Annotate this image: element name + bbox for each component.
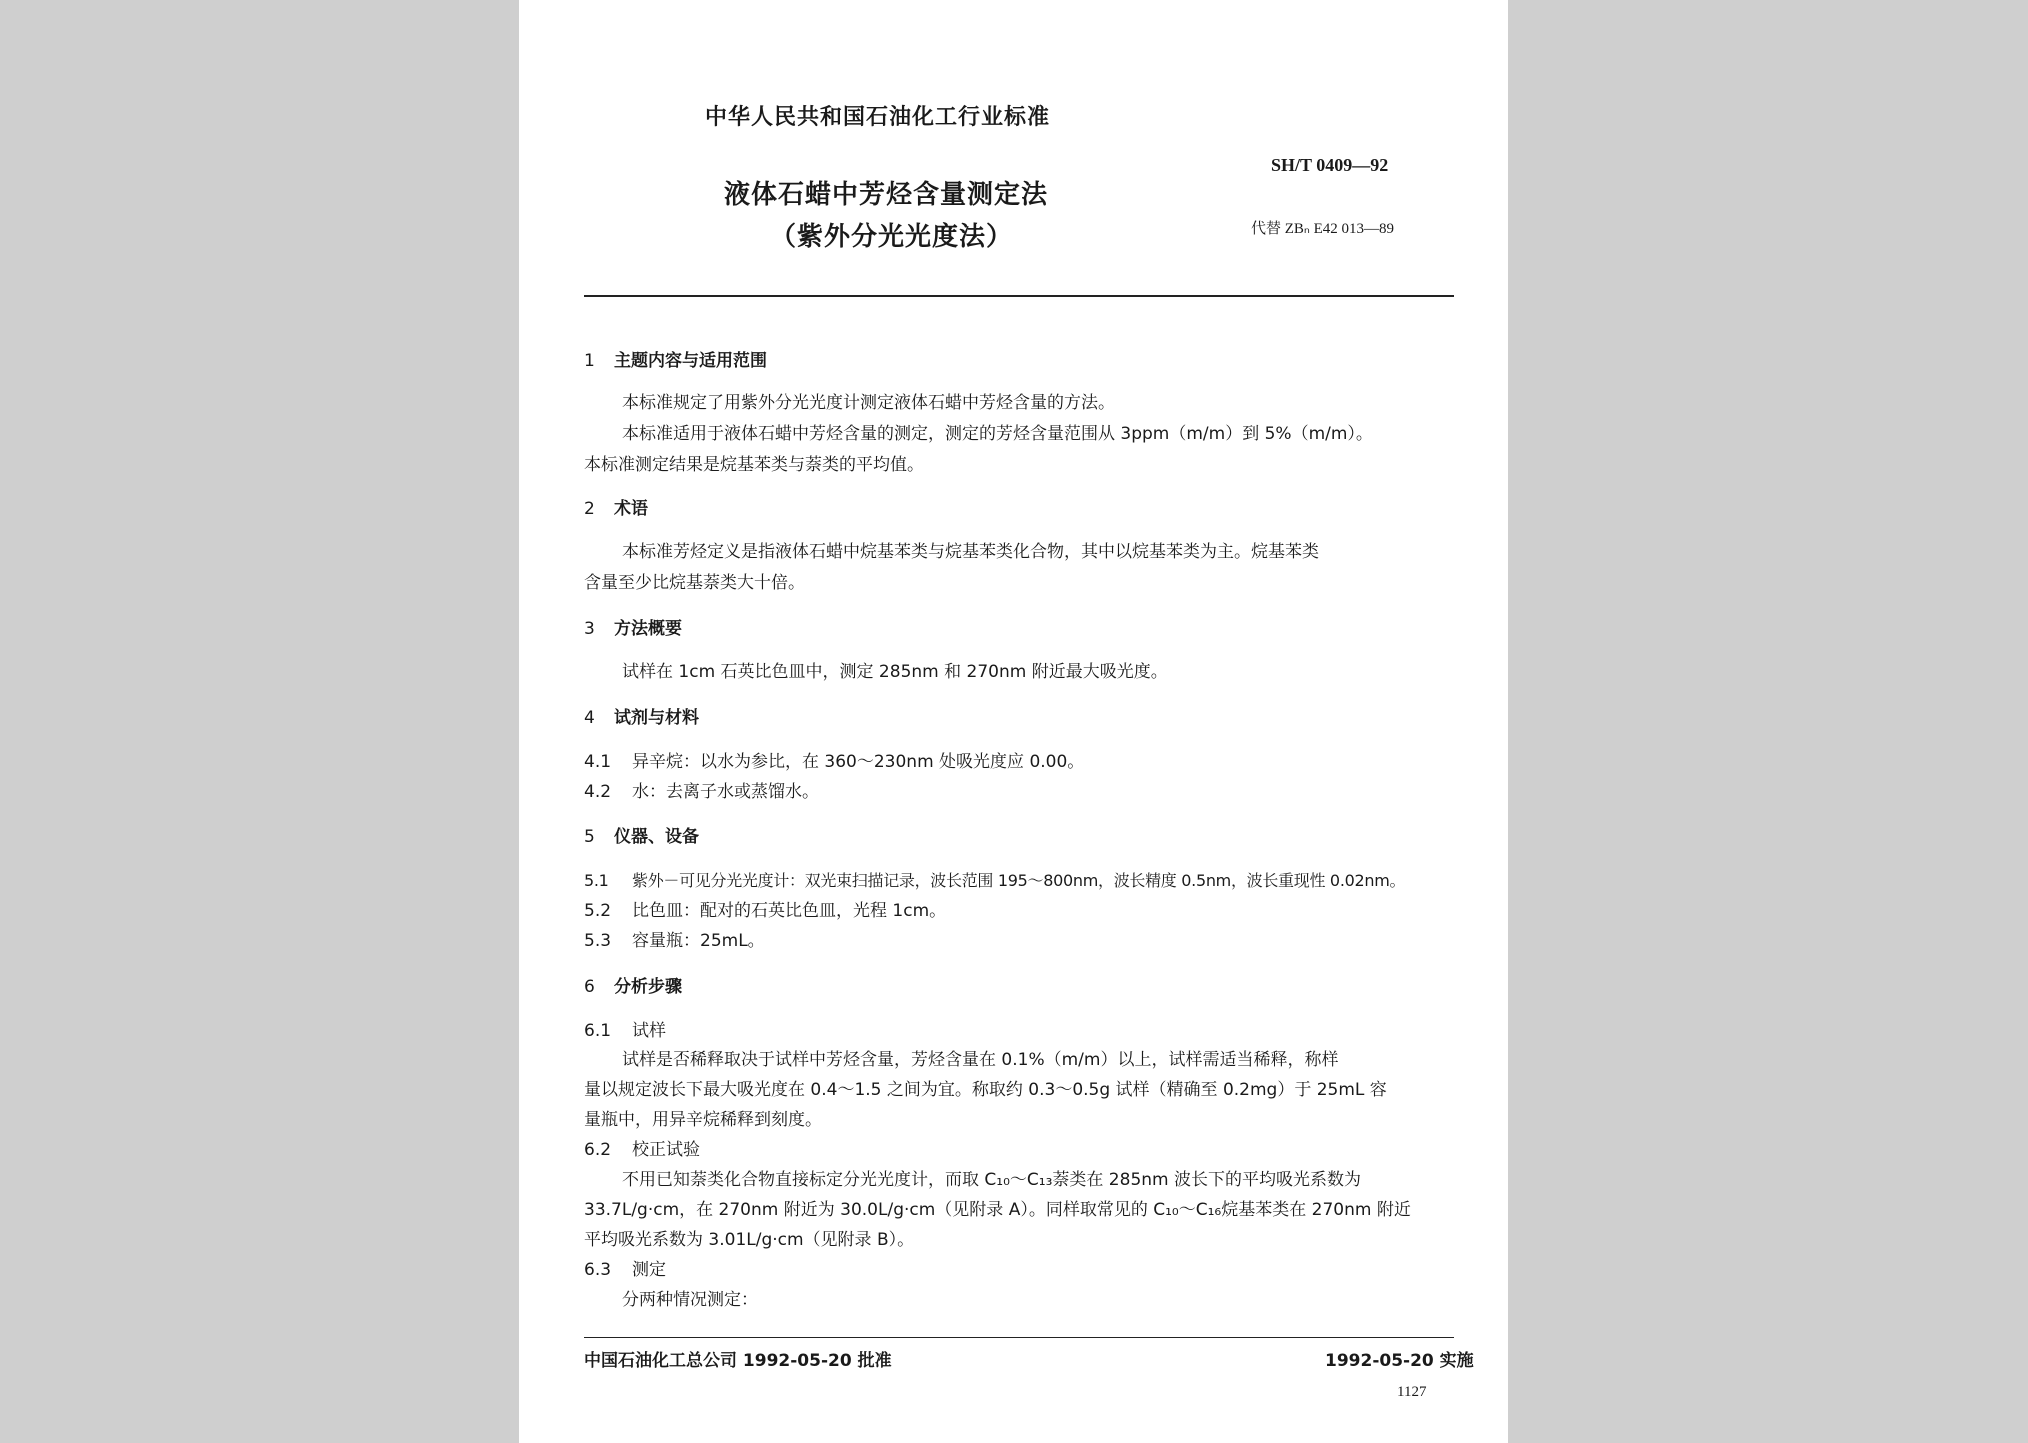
subsection-6-1-para-2: 量以规定波长下最大吸光度在 0.4～1.5 之间为宜。称取约 0.3～0.5g 试样（精确至 0.2mg）于 25mL 容 xyxy=(584,1080,1387,1100)
section-2-para-1b: 含量至少比烷基萘类大十倍。 xyxy=(584,573,805,593)
header-divider xyxy=(584,295,1454,297)
section-1-heading: 1 主题内容与适用范围 xyxy=(584,351,767,371)
section-2-heading: 2 术语 xyxy=(584,499,648,519)
subsection-6-1-heading: 6.1 试样 xyxy=(584,1021,666,1041)
section-5-item-1: 5.1 紫外－可见分光光度计：双光束扫描记录，波长范围 195～800nm，波长精度 0.5nm，波长重现性 0.02nm。 xyxy=(584,871,1406,890)
subsection-6-3-heading: 6.3 测定 xyxy=(584,1260,666,1280)
section-4-item-2: 4.2 水：去离子水或蒸馏水。 xyxy=(584,782,819,802)
section-4-item-1: 4.1 异辛烷：以水为参比，在 360～230nm 处吸光度应 0.00。 xyxy=(584,752,1085,772)
issuing-org: 中华人民共和国石油化工行业标准 xyxy=(705,105,1051,130)
effective-date: 1992-05-20 实施 xyxy=(1325,1351,1474,1371)
footer-divider xyxy=(584,1337,1454,1338)
document-page xyxy=(519,0,1508,1443)
section-3-heading: 3 方法概要 xyxy=(584,619,682,639)
page-number: 1127 xyxy=(1397,1384,1427,1400)
subsection-6-2-para-3: 平均吸光系数为 3.01L/g·cm（见附录 B）。 xyxy=(584,1230,915,1250)
subsection-6-2-heading: 6.2 校正试验 xyxy=(584,1140,700,1160)
section-5-item-2: 5.2 比色皿：配对的石英比色皿，光程 1cm。 xyxy=(584,901,947,921)
section-1-para-2b: 本标准测定结果是烷基苯类与萘类的平均值。 xyxy=(584,455,924,475)
subsection-6-1-para-1: 试样是否稀释取决于试样中芳烃含量，芳烃含量在 0.1%（m/m）以上，试样需适当稀释，称样 xyxy=(622,1050,1339,1070)
approval-note: 中国石油化工总公司 1992-05-20 批准 xyxy=(584,1351,892,1371)
subsection-6-2-para-1: 不用已知萘类化合物直接标定分光光度计，而取 C₁₀～C₁₃萘类在 285nm 波长下的平均吸光系数为 xyxy=(622,1170,1361,1190)
section-5-heading: 5 仪器、设备 xyxy=(584,827,699,847)
subsection-6-1-para-3: 量瓶中，用异辛烷稀释到刻度。 xyxy=(584,1110,822,1130)
title-line-2: （紫外分光光度法） xyxy=(770,222,1014,252)
section-4-heading: 4 试剂与材料 xyxy=(584,708,699,728)
section-5-item-3: 5.3 容量瓶：25mL。 xyxy=(584,931,765,951)
subsection-6-3-para-1: 分两种情况测定： xyxy=(622,1290,758,1310)
subsection-6-2-para-2: 33.7L/g·cm，在 270nm 附近为 30.0L/g·cm（见附录 A）。同样取常见的 C₁₀～C₁₆烷基苯类在 270nm 附近 xyxy=(584,1200,1411,1220)
section-6-heading: 6 分析步骤 xyxy=(584,977,682,997)
title-line-1: 液体石蜡中芳烃含量测定法 xyxy=(724,180,1049,210)
section-3-para-1: 试样在 1cm 石英比色皿中，测定 285nm 和 270nm 附近最大吸光度。 xyxy=(622,662,1168,682)
section-1-para-1: 本标准规定了用紫外分光光度计测定液体石蜡中芳烃含量的方法。 xyxy=(622,393,1115,413)
standard-code: SH/T 0409—92 xyxy=(1271,155,1389,175)
replaces-note: 代替 ZBₙ E42 013—89 xyxy=(1251,221,1395,237)
section-1-para-2a: 本标准适用于液体石蜡中芳烃含量的测定，测定的芳烃含量范围从 3ppm（m/m）到 5%（m/m）。 xyxy=(622,424,1373,444)
section-2-para-1a: 本标准芳烃定义是指液体石蜡中烷基苯类与烷基苯类化合物，其中以烷基苯类为主。烷基苯类 xyxy=(622,542,1319,562)
